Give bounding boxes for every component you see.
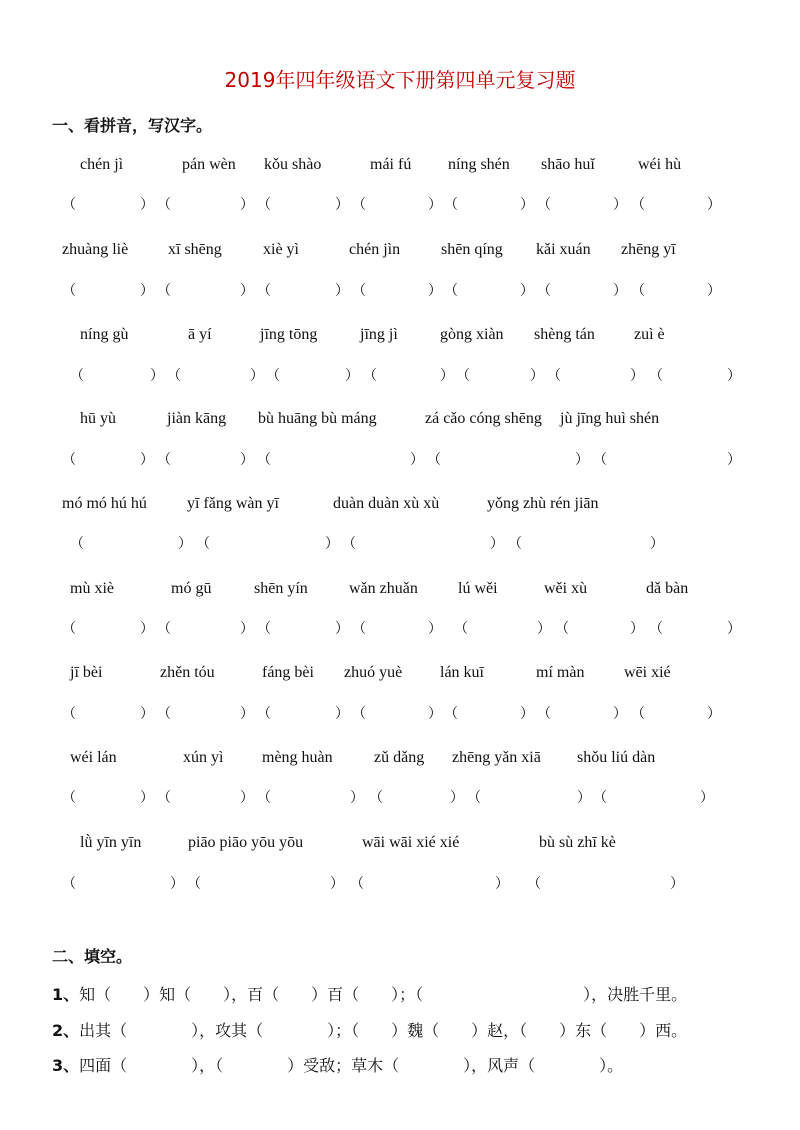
answer-blank-close: ） [727, 452, 741, 468]
answer-blank-close: ） [577, 790, 591, 806]
answer-blank-open: （ [187, 876, 201, 892]
answer-blank-close: ） [240, 706, 254, 722]
answer-blank-close: ） [707, 283, 721, 299]
answer-blank-close: ） [240, 790, 254, 806]
pinyin-prompt: chén jì [80, 156, 124, 173]
answer-blank-close: ） [170, 876, 184, 892]
answer-blank-close: ） [707, 706, 721, 722]
answer-blank-open: （ [537, 283, 551, 299]
pinyin-prompt: shēn qíng [441, 241, 503, 258]
answer-blank-open: （ [547, 368, 561, 384]
answer-blank-open: （ [257, 621, 271, 637]
answer-blank-close: ） [140, 706, 154, 722]
answer-blank-open: （ [369, 790, 383, 806]
answer-blank-open: （ [257, 790, 271, 806]
answer-blank-close: ） [613, 197, 627, 213]
answer-blank-open: （ [70, 536, 84, 552]
answer-blank-close: ） [240, 452, 254, 468]
pinyin-prompt: ā yí [188, 326, 212, 343]
answer-blank-open: （ [157, 706, 171, 722]
answer-blank-close: ） [428, 197, 442, 213]
pinyin-prompt: níng gù [80, 326, 129, 343]
answer-blank-open: （ [157, 283, 171, 299]
answer-blank-close: ） [350, 790, 364, 806]
fill-item [52, 982, 687, 1005]
answer-blank-open: （ [157, 452, 171, 468]
pinyin-prompt: piāo piāo yōu yōu [188, 834, 304, 851]
answer-blank-open: （ [593, 452, 607, 468]
pinyin-prompt: pán wèn [182, 156, 236, 173]
answer-blank-open: （ [62, 876, 76, 892]
answer-blank-open: （ [62, 197, 76, 213]
answer-blank-close: ） [335, 706, 349, 722]
answer-blank-open: （ [363, 368, 377, 384]
pinyin-prompt: bù sù zhī kè [539, 834, 616, 851]
answer-blank-close: ） [537, 621, 551, 637]
pinyin-prompt: zhuàng liè [62, 241, 129, 258]
fill-item-number: 2、 [52, 1021, 80, 1040]
answer-blank-open: （ [62, 283, 76, 299]
answer-blank-close: ） [428, 283, 442, 299]
answer-blank-close: ） [670, 876, 684, 892]
pinyin-prompt: jī bèi [70, 664, 103, 681]
answer-blank-close: ） [650, 536, 664, 552]
answer-blank-close: ） [520, 706, 534, 722]
answer-blank-open: （ [537, 197, 551, 213]
pinyin-prompt: wēi xié [624, 664, 671, 681]
answer-blank-open: （ [350, 876, 364, 892]
answer-blank-open: （ [352, 197, 366, 213]
answer-blank-close: ） [240, 621, 254, 637]
answer-blank-open: （ [444, 706, 458, 722]
answer-blank-close: ） [613, 283, 627, 299]
answer-blank-close: ） [345, 368, 359, 384]
answer-blank-close: ） [428, 706, 442, 722]
answer-blank-open: （ [257, 283, 271, 299]
fill-item-text: 四面（ ），（ ）受敌；草木（ ），风声（ ）。 [79, 1056, 624, 1075]
pinyin-prompt: mù xiè [70, 580, 114, 597]
answer-blank-open: （ [257, 452, 271, 468]
pinyin-prompt: hū yù [80, 410, 116, 427]
answer-blank-close: ） [330, 876, 344, 892]
answer-blank-open: （ [508, 536, 522, 552]
pinyin-prompt: fáng bèi [262, 664, 314, 681]
answer-blank-open: （ [62, 621, 76, 637]
answer-blank-close: ） [707, 197, 721, 213]
answer-blank-close: ） [727, 368, 741, 384]
pinyin-prompt: jù jīng huì shén [560, 410, 660, 427]
answer-blank-open: （ [62, 790, 76, 806]
answer-blank-open: （ [593, 790, 607, 806]
answer-blank-close: ） [440, 368, 454, 384]
pinyin-prompt: wéi lán [70, 749, 117, 766]
pinyin-prompt: wéi hù [638, 156, 682, 173]
pinyin-prompt: zá cǎo cóng shēng [425, 410, 542, 427]
pinyin-prompt: jīng tōng [260, 326, 318, 343]
answer-blank-open: （ [196, 536, 210, 552]
fill-item-number: 1、 [52, 985, 80, 1004]
answer-blank-close: ） [520, 283, 534, 299]
answer-blank-close: ） [140, 283, 154, 299]
answer-blank-close: ） [727, 621, 741, 637]
fill-item-text: 出其（ ），攻其（ ）；（ ）魏（ ）赵，（ ）东（ ）西。 [79, 1021, 688, 1040]
answer-blank-close: ） [178, 536, 192, 552]
pinyin-prompt: wǎn zhuǎn [349, 580, 418, 597]
answer-blank-close: ） [150, 368, 164, 384]
answer-blank-open: （ [167, 368, 181, 384]
pinyin-prompt: duàn duàn xù xù [333, 495, 440, 512]
answer-blank-close: ） [140, 197, 154, 213]
pinyin-prompt: zhēng yī [621, 241, 676, 258]
answer-blank-close: ） [140, 621, 154, 637]
answer-blank-close: ） [250, 368, 264, 384]
answer-blank-close: ） [700, 790, 714, 806]
answer-blank-open: （ [266, 368, 280, 384]
pinyin-prompt: mó mó hú hú [62, 495, 147, 512]
answer-blank-open: （ [537, 706, 551, 722]
pinyin-prompt: shēn yín [254, 580, 308, 597]
answer-blank-close: ） [495, 876, 509, 892]
section-heading-pinyin: 一、看拼音，写汉字。 [52, 116, 213, 135]
answer-blank-close: ） [240, 197, 254, 213]
pinyin-prompt: bù huāng bù máng [258, 410, 377, 427]
answer-blank-close: ） [335, 197, 349, 213]
answer-blank-open: （ [157, 197, 171, 213]
answer-blank-open: （ [352, 706, 366, 722]
answer-blank-close: ） [140, 452, 154, 468]
page-title: 2019年四年级语文下册第四单元复习题 [224, 68, 576, 92]
answer-blank-close: ） [530, 368, 544, 384]
answer-blank-close: ） [630, 368, 644, 384]
answer-blank-open: （ [157, 621, 171, 637]
answer-blank-open: （ [257, 706, 271, 722]
answer-blank-close: ） [575, 452, 589, 468]
answer-blank-open: （ [631, 197, 645, 213]
answer-blank-open: （ [444, 197, 458, 213]
answer-blank-open: （ [70, 368, 84, 384]
pinyin-prompt: shāo huǐ [541, 156, 595, 173]
answer-blank-close: ） [490, 536, 504, 552]
fill-item [52, 1018, 687, 1041]
pinyin-prompt: zuì è [634, 326, 665, 343]
answer-blank-close: ） [410, 452, 424, 468]
answer-blank-open: （ [454, 621, 468, 637]
answer-blank-open: （ [444, 283, 458, 299]
answer-blank-open: （ [352, 283, 366, 299]
pinyin-prompt: xún yì [183, 749, 224, 766]
pinyin-prompt: xī shēng [168, 241, 222, 258]
answer-blank-open: （ [427, 452, 441, 468]
answer-blank-open: （ [456, 368, 470, 384]
answer-blank-close: ） [428, 621, 442, 637]
answer-blank-open: （ [157, 790, 171, 806]
pinyin-prompt: jiàn kāng [167, 410, 227, 427]
answer-blank-open: （ [631, 706, 645, 722]
answer-blank-open: （ [62, 452, 76, 468]
pinyin-prompt: jīng jì [360, 326, 398, 343]
answer-blank-close: ） [335, 283, 349, 299]
pinyin-prompt: dǎ bàn [646, 580, 689, 597]
pinyin-prompt: kǒu shào [264, 156, 322, 173]
answer-blank-close: ） [140, 790, 154, 806]
answer-blank-open: （ [527, 876, 541, 892]
answer-blank-close: ） [520, 197, 534, 213]
fill-item-number: 3、 [52, 1056, 80, 1075]
answer-blank-open: （ [257, 197, 271, 213]
answer-blank-open: （ [649, 368, 663, 384]
pinyin-prompt: zhuó yuè [344, 664, 403, 681]
pinyin-prompt: zhēng yǎn xiā [452, 749, 541, 766]
pinyin-prompt: lú wěi [458, 580, 498, 597]
pinyin-prompt: wāi wāi xié xié [362, 834, 460, 851]
pinyin-prompt: wěi xù [544, 580, 588, 597]
pinyin-prompt: zhěn tóu [160, 664, 215, 681]
pinyin-prompt: shèng tán [534, 326, 595, 343]
answer-blank-close: ） [335, 621, 349, 637]
answer-blank-open: （ [649, 621, 663, 637]
answer-blank-open: （ [555, 621, 569, 637]
pinyin-prompt: xiè yì [263, 241, 299, 258]
pinyin-prompt: chén jìn [349, 241, 401, 258]
answer-blank-open: （ [631, 283, 645, 299]
pinyin-prompt: lán kuī [440, 664, 484, 681]
answer-blank-close: ） [613, 706, 627, 722]
answer-blank-close: ） [630, 621, 644, 637]
pinyin-prompt: mái fú [370, 156, 412, 173]
answer-blank-open: （ [62, 706, 76, 722]
pinyin-prompt: yī fǎng wàn yī [187, 495, 279, 512]
pinyin-prompt: mí màn [536, 664, 585, 681]
fill-item-text: 知（ ）知（ ），百（ ）百（ ）；（ ），决胜千里。 [79, 985, 688, 1004]
pinyin-prompt: mèng huàn [262, 749, 333, 766]
answer-blank-open: （ [342, 536, 356, 552]
pinyin-prompt: mó gū [171, 580, 212, 597]
answer-blank-close: ） [450, 790, 464, 806]
answer-blank-close: ） [325, 536, 339, 552]
pinyin-prompt: yǒng zhù rén jiān [487, 495, 599, 512]
pinyin-prompt: shǒu liú dàn [577, 749, 656, 766]
pinyin-prompt: lǜ yīn yīn [80, 834, 142, 851]
pinyin-prompt: níng shén [448, 156, 510, 173]
answer-blank-close: ） [240, 283, 254, 299]
answer-blank-open: （ [467, 790, 481, 806]
pinyin-prompt: gòng xiàn [440, 326, 504, 343]
pinyin-prompt: zǔ dǎng [374, 749, 425, 766]
pinyin-prompt: kǎi xuán [536, 241, 591, 258]
section-heading-fill: 二、填空。 [52, 947, 133, 966]
answer-blank-open: （ [352, 621, 366, 637]
fill-item [52, 1053, 623, 1076]
